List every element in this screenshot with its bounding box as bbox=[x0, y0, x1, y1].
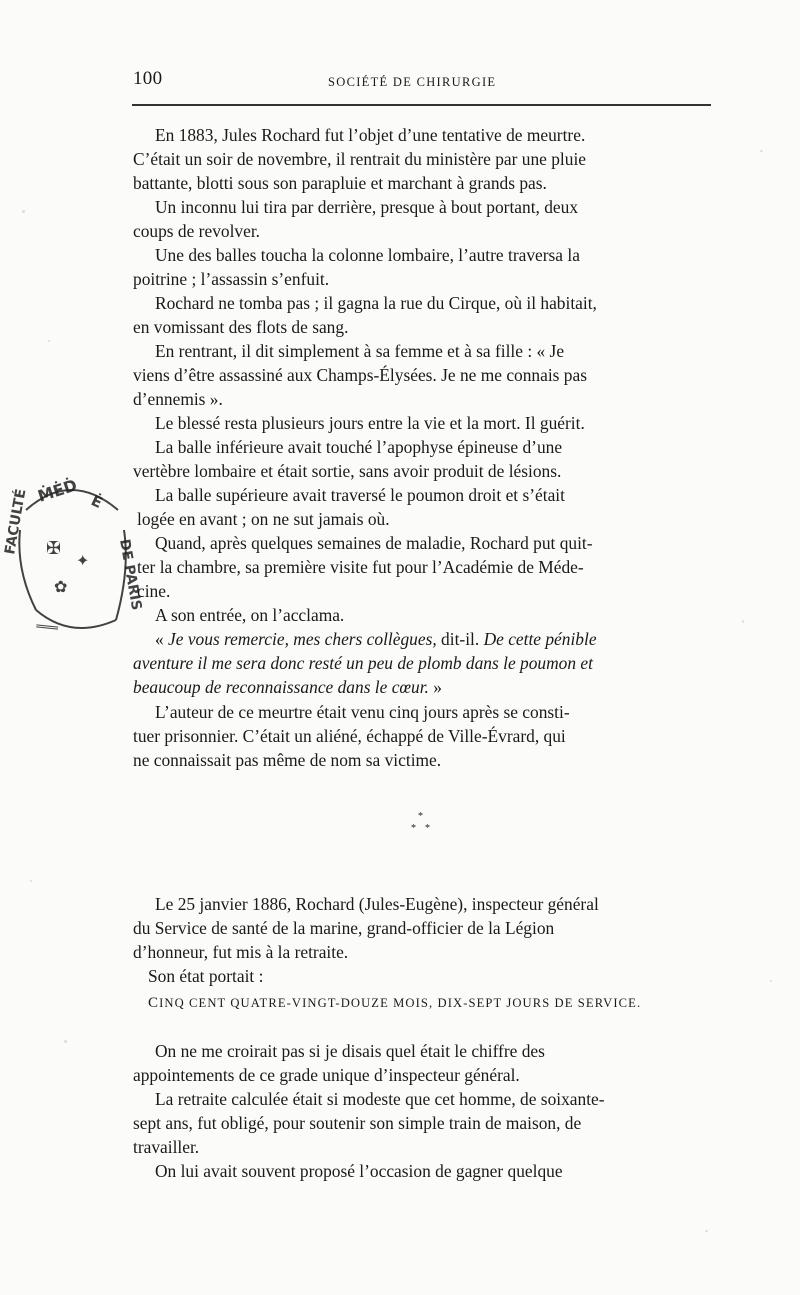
text-line: Rochard ne tomba pas ; il gagna la rue du Cirque, où il habitait, bbox=[155, 293, 597, 313]
paper-speck bbox=[770, 980, 772, 982]
text-line: L’auteur de ce meurtre était venu cinq jours après se consti- bbox=[155, 702, 570, 722]
text-line: d’honneur, fut mis à la retraite. bbox=[133, 942, 349, 962]
text-line: Le blessé resta plusieurs jours entre la vie et la mort. Il guérit. bbox=[155, 413, 585, 433]
asterism bbox=[400, 812, 440, 842]
text-line: du Service de santé de la marine, grand-officier de la Légion bbox=[133, 918, 555, 938]
svg-text:═══: ═══ bbox=[35, 619, 59, 636]
text-line: Son état portait : bbox=[148, 966, 264, 986]
text-line: La balle inférieure avait touché l’apophyse épineuse d’une bbox=[155, 437, 563, 457]
svg-text:Ė: Ė bbox=[88, 491, 106, 512]
paper-speck bbox=[30, 880, 32, 882]
library-stamp bbox=[2, 470, 145, 640]
text-line: On ne me croirait pas si je disais quel était le chiffre des bbox=[155, 1041, 545, 1061]
svg-text:✿: ✿ bbox=[54, 577, 68, 596]
svg-text:✠: ✠ bbox=[46, 538, 62, 559]
text-line: En rentrant, il dit simplement à sa femme et à sa fille : « Je bbox=[155, 341, 565, 361]
paper-speck bbox=[760, 150, 763, 152]
stamp-text: FACULTÉ DE MÉDECINE DE PARIS bbox=[6, 470, 22, 471]
text-line: La balle supérieure avait traversé le poumon droit et s’était bbox=[155, 485, 565, 505]
text-line: en vomissant des flots de sang. bbox=[133, 317, 349, 337]
quote-open: « bbox=[155, 629, 169, 649]
svg-text:DE PARIS: DE PARIS bbox=[116, 537, 145, 612]
quote-middle: dit-il. bbox=[436, 629, 484, 649]
text-line: Un inconnu lui tira par derrière, presque à bout portant, deux bbox=[155, 197, 579, 217]
quote-italic-3: beaucoup de reconnaissance dans le cœur. bbox=[133, 677, 429, 697]
header-rule bbox=[132, 104, 711, 106]
paper-speck bbox=[22, 210, 25, 213]
paper-speck bbox=[64, 1040, 67, 1043]
text-line: La retraite calculée était si modeste que cet homme, de soixante- bbox=[155, 1089, 605, 1109]
running-head: SOCIÉTÉ DE CHIRURGIE bbox=[328, 75, 497, 89]
text-line: travailler. bbox=[133, 1137, 200, 1157]
quote-line-1 bbox=[155, 631, 597, 648]
svg-text:✦: ✦ bbox=[76, 551, 90, 570]
paper-speck bbox=[705, 1230, 708, 1232]
text-line: A son entrée, on l’acclama. bbox=[155, 605, 345, 625]
text-line: tuer prisonnier. C’était un aliéné, échappé de Ville-Évrard, qui bbox=[133, 726, 566, 746]
quote-italic-1: Je vous remercie, mes chers collègues, bbox=[168, 629, 437, 649]
quote-close: » bbox=[428, 677, 442, 697]
text-line: En 1883, Jules Rochard fut l’objet d’une tentative de meurtre. bbox=[155, 125, 586, 145]
quote-italic-2: De cette pénible bbox=[483, 629, 597, 649]
text-line: poitrine ; l’assassin s’enfuit. bbox=[133, 269, 330, 289]
asterism-star: * bbox=[418, 811, 423, 822]
asterism-star: * bbox=[425, 823, 430, 834]
text-line: Une des balles toucha la colonne lombaire, l’autre traversa la bbox=[155, 245, 580, 265]
text-line: Quand, après quelques semaines de maladie, Rochard put quit- bbox=[155, 533, 593, 553]
quote-line-2: aventure il me sera donc resté un peu de plomb dans le poumon et bbox=[133, 653, 593, 673]
text-line: Le 25 janvier 1886, Rochard (Jules-Eugène), inspecteur général bbox=[155, 894, 599, 914]
text-line: d’ennemis ». bbox=[133, 389, 223, 409]
svg-text:ṀĖḊ: ṀĖḊ bbox=[35, 475, 80, 506]
asterism-star: * bbox=[411, 823, 416, 834]
text-line: viens d’être assassiné aux Champs-Élysées. Je ne me connais pas bbox=[133, 365, 587, 385]
text-line: coups de revolver. bbox=[133, 221, 261, 241]
text-line: logée en avant ; on ne sut jamais où. bbox=[137, 509, 390, 529]
text-line: cine. bbox=[137, 581, 171, 601]
text-line: vertèbre lombaire et était sortie, sans avoir produit de lésions. bbox=[133, 461, 562, 481]
text-line: sept ans, fut obligé, pour soutenir son simple train de maison, de bbox=[133, 1113, 582, 1133]
text-line: battante, blotti sous son parapluie et marchant à grands pas. bbox=[133, 173, 547, 193]
service-record: CINQ CENT QUATRE-VINGT-DOUZE MOIS, DIX-SEPT JOURS DE SERVICE. bbox=[148, 995, 642, 1011]
text-line: ter la chambre, sa première visite fut pour l’Académie de Méde- bbox=[137, 557, 584, 577]
quote-line-3 bbox=[133, 679, 442, 696]
page-number: 100 bbox=[133, 68, 163, 89]
svg-text:FACULTÉ: FACULTÉ bbox=[2, 487, 30, 556]
text-line: ne connaissait pas même de nom sa victime. bbox=[133, 750, 442, 770]
text-line: appointements de ce grade unique d’inspecteur général. bbox=[133, 1065, 520, 1085]
paper-speck bbox=[742, 620, 744, 623]
text-line: C’était un soir de novembre, il rentrait du ministère par une pluie bbox=[133, 149, 586, 169]
text-line: On lui avait souvent proposé l’occasion de gagner quelque bbox=[155, 1161, 563, 1181]
paper-speck bbox=[48, 340, 50, 342]
